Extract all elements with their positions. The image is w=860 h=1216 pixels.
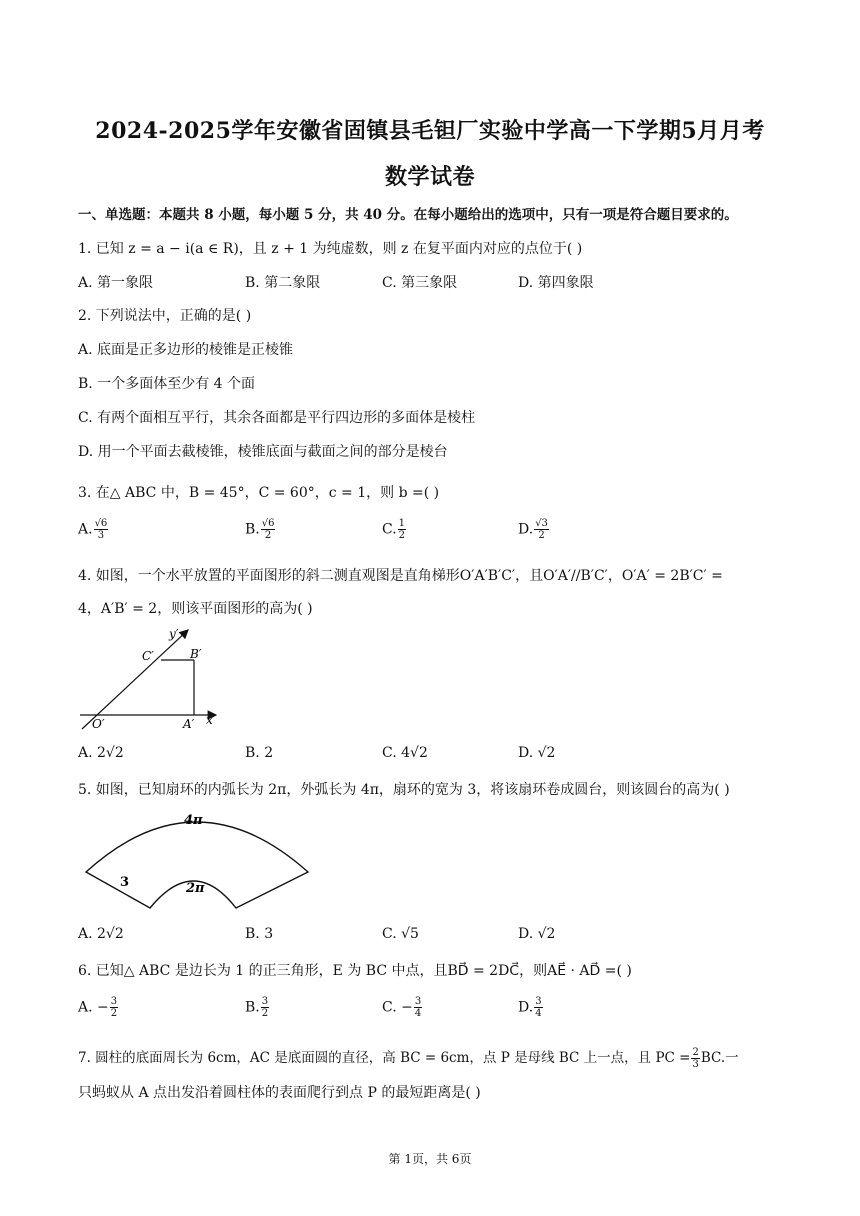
denominator: 3 xyxy=(692,1059,699,1070)
q2-option-c: C. 有两个面相互平行，其余各面都是平行四边形的多面体是棱柱 xyxy=(78,410,476,426)
q5-option-c: C. √5 xyxy=(382,926,419,942)
exam-title-line1: 2024-2025学年安徽省固镇县毛钽厂实验中学高一下学期5月月考 xyxy=(95,118,765,144)
q1-option-a: A. 第一象限 xyxy=(78,275,154,291)
q4-option-a: A. 2√2 xyxy=(78,745,124,761)
fraction xyxy=(94,518,109,541)
denominator: 4 xyxy=(414,1008,422,1019)
question-1: 1. 已知 z = a − i(a ∈ R)，且 z + 1 为纯虚数，则 z 在复平面内对应的点位于( ) xyxy=(78,241,583,257)
option-label: A. xyxy=(78,521,93,538)
q6-option-c xyxy=(382,996,423,1019)
question-4-line2: 4，A′B′ = 2，则该平面图形的高为( ) xyxy=(78,601,313,617)
numerator: √3 xyxy=(535,518,548,529)
option-label: B. xyxy=(245,999,260,1016)
label-width: 3 xyxy=(120,875,130,890)
denominator: 2 xyxy=(538,530,545,541)
fraction xyxy=(691,1047,699,1070)
q2-option-a: A. 底面是正多边形的棱锥是正棱锥 xyxy=(78,342,294,358)
fraction xyxy=(534,996,542,1019)
q4-option-c: C. 4√2 xyxy=(382,745,428,761)
question-6: 6. 已知△ ABC 是边长为 1 的正三角形，E 为 BC 中点，且BD⃗ = 2DC⃗，则AE⃗ · AD⃗ =( ) xyxy=(78,963,632,979)
q5-option-b: B. 3 xyxy=(245,926,274,942)
denominator: 4 xyxy=(535,1008,542,1019)
q1-option-b: B. 第二象限 xyxy=(245,275,321,291)
numerator: 3 xyxy=(261,996,269,1007)
q6-option-a xyxy=(78,996,119,1019)
label-b: B′ xyxy=(190,647,202,661)
denominator: 2 xyxy=(264,530,272,541)
fraction xyxy=(110,996,118,1019)
numerator: 3 xyxy=(110,996,118,1007)
label-x: x′ xyxy=(206,713,216,727)
fraction xyxy=(414,996,422,1019)
exam-title-line2: 数学试卷 xyxy=(384,164,475,190)
label-outer-arc: 4π xyxy=(184,813,203,828)
page-footer: 第 1页，共 6页 xyxy=(388,1152,472,1166)
q1-option-d: D. 第四象限 xyxy=(518,275,594,291)
label-a: A′ xyxy=(183,717,195,731)
numerator: √6 xyxy=(261,518,275,529)
q2-option-d: D. 用一个平面去截棱锥，棱锥底面与截面之间的部分是棱台 xyxy=(78,444,448,460)
q4-option-d: D. √2 xyxy=(518,745,556,761)
question-4-line1: 4. 如图，一个水平放置的平面图形的斜二测直观图是直角梯形O′A′B′C′，且O′A′//B′C′，O′A′ = 2B′C′ = xyxy=(78,568,723,584)
numerator: 2 xyxy=(692,1047,699,1058)
fraction xyxy=(534,518,549,541)
question-7-line2: 只蚂蚁从 A 点出发沿着圆柱体的表面爬行到点 P 的最短距离是( ) xyxy=(78,1085,481,1101)
q5-option-a: A. 2√2 xyxy=(78,926,124,942)
y-axis xyxy=(82,630,188,729)
numerator: √6 xyxy=(94,518,108,529)
q3-option-b xyxy=(245,518,276,541)
option-label: B. xyxy=(245,521,260,538)
q6-option-b xyxy=(245,996,270,1019)
option-label: C. − xyxy=(382,999,413,1016)
option-label: D. xyxy=(518,521,534,538)
option-label: A. − xyxy=(78,999,109,1016)
q5-annulus-sector-figure xyxy=(76,800,316,920)
label-o: O′ xyxy=(92,717,105,731)
q3-option-d xyxy=(518,518,550,541)
q4-trapezoid-figure xyxy=(76,624,226,734)
q3-option-c xyxy=(382,518,407,541)
question-5: 5. 如图，已知扇环的内弧长为 2π，外弧长为 4π，扇环的宽为 3，将该扇环卷成圆台，则该圆台的高为( ) xyxy=(78,782,730,798)
q2-option-b: B. 一个多面体至少有 4 个面 xyxy=(78,376,255,392)
label-inner-arc: 2π xyxy=(186,881,205,896)
denominator: 2 xyxy=(261,1008,269,1019)
fraction xyxy=(261,996,269,1019)
denominator: 3 xyxy=(97,530,105,541)
numerator: 1 xyxy=(398,518,406,529)
fraction xyxy=(261,518,276,541)
q1-option-c: C. 第三象限 xyxy=(382,275,458,291)
numerator: 3 xyxy=(414,996,422,1007)
q5-option-d: D. √2 xyxy=(518,926,556,942)
q6-option-d xyxy=(518,996,544,1019)
denominator: 2 xyxy=(110,1008,118,1019)
q7-text-a: 7. 圆柱的底面周长为 6cm，AC 是底面圆的直径，高 BC = 6cm，点 P 是母线 BC 上一点，且 PC = xyxy=(78,1050,691,1066)
label-c: C′ xyxy=(142,649,154,663)
numerator: 3 xyxy=(535,996,542,1007)
section-heading: 一、单选题：本题共 8 小题，每小题 5 分，共 40 分。在每小题给出的选项中，只有一项是符合题目要求的。 xyxy=(78,207,738,223)
label-y: y′ xyxy=(169,627,179,641)
q4-option-b: B. 2 xyxy=(245,745,274,761)
question-7-line1 xyxy=(78,1046,739,1070)
question-2: 2. 下列说法中，正确的是( ) xyxy=(78,308,252,324)
fraction xyxy=(398,518,406,541)
denominator: 2 xyxy=(398,530,406,541)
option-label: D. xyxy=(518,999,534,1016)
q3-option-a xyxy=(78,518,109,541)
option-label: C. xyxy=(382,521,397,538)
question-3: 3. 在△ ABC 中，B = 45°，C = 60°，c = 1，则 b =( ) xyxy=(78,485,440,501)
q7-text-b: BC.一 xyxy=(700,1050,739,1066)
